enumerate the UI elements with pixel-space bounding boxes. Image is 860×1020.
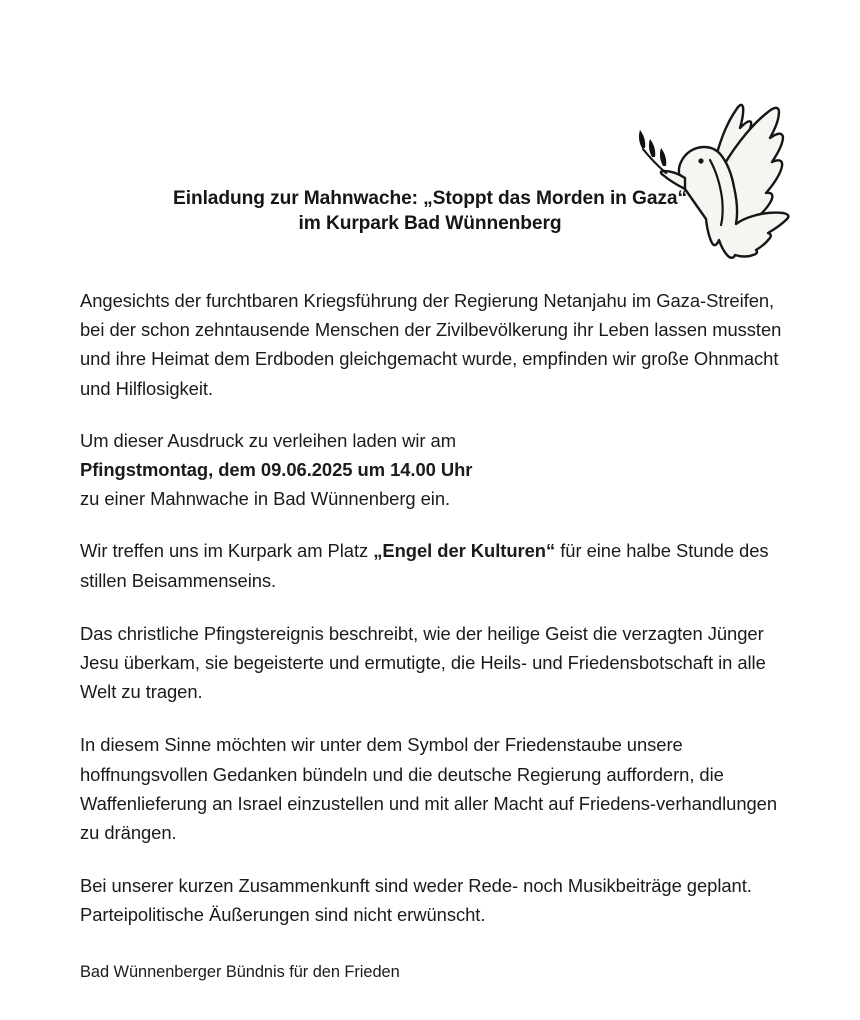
notes-line-2: Parteipolitische Äußerungen sind nicht erwünscht.	[80, 904, 486, 926]
paragraph-location	[80, 536, 794, 594]
invitation-tail: zu einer Mahnwache in Bad Wünnenberg ein.	[80, 488, 451, 510]
location-place-name: „Engel der Kulturen“	[373, 540, 556, 562]
notes-line-1: Bei unserer kurzen Zusammenkunft sind weder Rede- noch Musikbeiträge geplant.	[80, 875, 752, 897]
title-line-2: im Kurpark Bad Wünnenberg	[298, 213, 562, 234]
paragraph-pentecost: Das christliche Pfingstereignis beschreibt, wie der heilige Geist die verzagten Jünger Jesu überkam, sie begeisterte und ermutigte, die Heils- und Friedensbotschaft in alle Welt zu tragen.	[80, 622, 766, 703]
paragraph-appeal: In diesem Sinne möchten wir unter dem Symbol der Friedenstaube unsere hoffnungsvollen Gedanken bündeln und die deutsche Regierung auffordern, die Waffenlieferung an Israel einzustellen und mit aller Macht auf Friedens-verhandlungen zu drängen.	[80, 734, 778, 844]
paragraph-invitation	[80, 426, 794, 514]
invitation-lead: Um dieser Ausdruck zu verleihen laden wir am	[80, 429, 456, 451]
location-after: für eine halbe Stunde des stillen Beisammenseins.	[80, 540, 769, 591]
paragraph-context: Angesichts der furchtbaren Kriegsführung der Regierung Netanjahu im Gaza-Streifen, bei der schon zehntausende Menschen der Zivilbevölkerung ihr Leben lassen mussten und ihre Heimat dem Erdboden gleichgemacht wurde, empfinden wir große Ohnmacht und Hilflosigkeit.	[80, 290, 782, 399]
dove-eye	[698, 158, 703, 163]
title-line-1: Einladung zur Mahnwache: „Stoppt das Morden in Gaza“	[173, 188, 687, 209]
document-body	[80, 286, 794, 984]
document-title	[0, 186, 860, 236]
event-datetime: Pfingstmontag, dem 09.06.2025 um 14.00 Uhr	[80, 459, 473, 481]
peace-dove-illustration	[622, 88, 808, 263]
location-before: Wir treffen uns im Kurpark am Platz	[80, 540, 374, 562]
peace-dove-icon	[622, 88, 808, 263]
signature-organisation: Bad Wünnenberger Bündnis für den Frieden	[80, 962, 400, 981]
paragraph-notes	[80, 871, 794, 929]
